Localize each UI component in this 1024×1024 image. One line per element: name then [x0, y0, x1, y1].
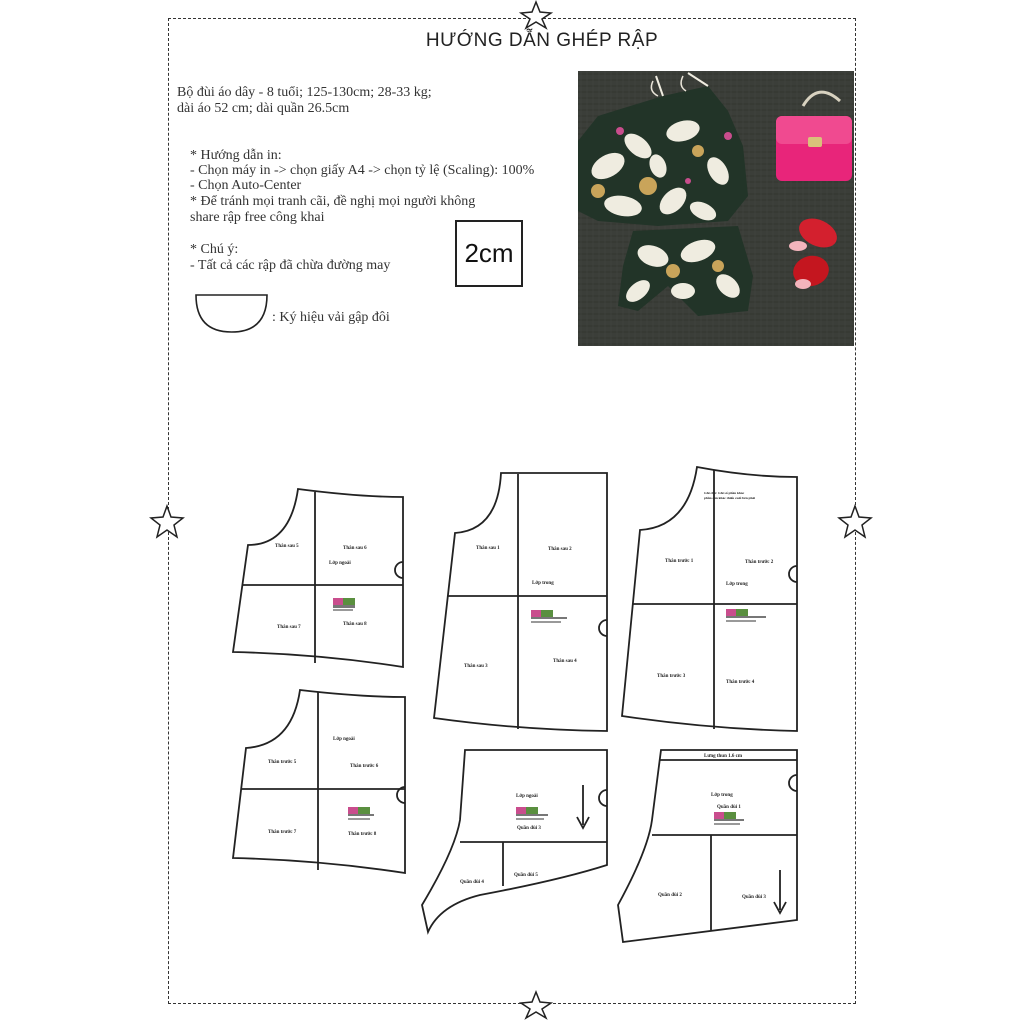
label-p4-tr: Thân trước 6: [350, 764, 379, 769]
notice-line-1: * Để tránh mọi tranh cãi, đề nghị mọi người không: [190, 194, 476, 209]
label-p2-mid: Lớp trong: [532, 581, 554, 586]
label-p3-note-1: Ghi chú: Ghi số phần khác: [704, 491, 745, 495]
label-p1-br: Thân sau 8: [343, 622, 367, 627]
label-p6-top: Quần đùi 1: [717, 805, 741, 810]
pattern-piece-shorts-outer: [422, 750, 607, 932]
label-p6-mid: Lớp trong: [711, 793, 733, 798]
label-p4-br: Thân trước 8: [348, 832, 377, 837]
label-p3-tr: Thân trước 2: [745, 560, 774, 565]
label-p3-tl: Thân trước 1: [665, 559, 694, 564]
label-p1-mid: Lớp ngoài: [329, 561, 351, 566]
label-p1-tr: Thân sau 6: [343, 546, 367, 551]
scale-check-box: 2cm: [455, 220, 523, 287]
notice-line-2: share rập free công khai: [190, 210, 325, 225]
label-p5-bl: Quần đùi 4: [460, 880, 484, 885]
page-title: HƯỚNG DẪN GHÉP RẬP: [425, 30, 659, 51]
label-p2-bl: Thân sau 3: [464, 664, 488, 669]
label-p5-mid: Lớp ngoài: [516, 794, 538, 799]
label-p1-bl: Thân sau 7: [277, 625, 301, 630]
print-step-2: - Chọn Auto-Center: [190, 178, 302, 193]
label-p4-bl: Thân trước 7: [268, 830, 297, 835]
label-p3-bl: Thân trước 3: [657, 674, 686, 679]
label-p3-note-2: phần cần khác thiếu cuối bên phải: [704, 496, 756, 500]
pattern-piece-back-inner: [434, 473, 607, 731]
pattern-piece-front-outer: [233, 690, 405, 873]
label-p2-tr: Thân sau 2: [548, 547, 572, 552]
label-p6-br: Quần đùi 3: [742, 895, 766, 900]
pattern-piece-shorts-inner: [618, 750, 797, 942]
print-step-1: - Chọn máy in -> chọn giấy A4 -> chọn tỷ lệ (Scaling): 100%: [190, 163, 535, 178]
note-line-1: - Tất cả các rập đã chừa đường may: [190, 258, 391, 273]
label-p4-tl: Thân trước 5: [268, 760, 297, 765]
fold-symbol-label: : Ký hiệu vải gập đôi: [272, 310, 390, 325]
pattern-piece-back-outer: [233, 489, 403, 667]
description-line-2: dài áo 52 cm; dài quần 26.5cm: [177, 101, 350, 116]
pattern-piece-front-inner: [622, 467, 797, 731]
note-heading: * Chú ý:: [190, 242, 239, 257]
label-p4-mid: Lớp ngoài: [333, 737, 355, 742]
label-p3-mid: Lớp trong: [726, 582, 748, 587]
label-p6-bl: Quần đùi 2: [658, 893, 682, 898]
print-heading: * Hướng dẫn in:: [190, 148, 282, 163]
label-p5-top: Quần đùi 3: [517, 826, 541, 831]
label-p2-tl: Thân sau 1: [476, 546, 500, 551]
label-p3-br: Thân trước 4: [726, 680, 755, 685]
label-p1-tl: Thân sau 5: [275, 544, 299, 549]
label-p2-br: Thân sau 4: [553, 659, 577, 664]
label-p5-br: Quần đùi 5: [514, 873, 538, 878]
label-p6-band: Lưng thun 1.6 cm: [704, 754, 743, 759]
description-line-1: Bộ đùi áo dây - 8 tuổi; 125-130cm; 28-33 kg;: [177, 85, 432, 100]
